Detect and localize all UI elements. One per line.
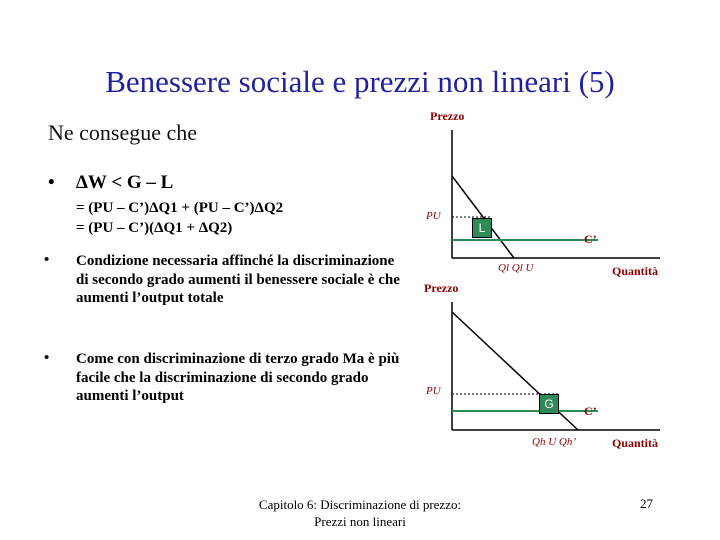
- top-quantity-labels: Ql Ql U: [498, 262, 534, 274]
- welfare-formula: ΔW < G – L: [76, 172, 174, 193]
- gain-area-box: G: [539, 394, 559, 414]
- top-x-axis-label: Quantità: [612, 264, 659, 278]
- subtitle: Ne consegue che: [48, 120, 198, 145]
- footer-chapter: Capitolo 6: Discriminazione di prezzo: Prezzi non lineari: [258, 497, 462, 529]
- loss-area-box: L: [472, 218, 492, 238]
- bullet-symbol: •: [48, 172, 55, 193]
- bottom-demand-line: [452, 312, 578, 430]
- bottom-mc-label: C’: [584, 404, 597, 418]
- bullet-condition-text: Condizione necessaria affinché la discriminazione di secondo grado aumenti il benessere sociale è che aumenti l’output totale: [76, 253, 400, 306]
- bottom-y-axis-label: Prezzo: [424, 281, 459, 295]
- top-y-axis-label: Prezzo: [430, 109, 465, 123]
- page-number: 27: [640, 496, 653, 511]
- equation-line-2: = (PU – C’)(ΔQ1 + ΔQ2): [76, 220, 233, 236]
- equation-line-1: = (PU – C’)ΔQ1 + (PU – C’)ΔQ2: [76, 200, 284, 216]
- top-price-label: PU: [426, 210, 441, 222]
- bullet-symbol: •: [44, 252, 50, 268]
- bullet-third-degree-text: Come con discriminazione di terzo grado Ma è più facile che la discriminazione di secondo grado aumenti l’output: [76, 351, 400, 404]
- bottom-x-axis-label: Quantità: [612, 436, 659, 450]
- top-mc-label: C’: [584, 232, 597, 246]
- bottom-quantity-labels: Qh U Qh’: [532, 436, 576, 448]
- bullet-symbol: •: [44, 350, 50, 366]
- bottom-price-label: PU: [426, 385, 441, 397]
- slide-title: Benessere sociale e prezzi non lineari (5): [105, 64, 615, 99]
